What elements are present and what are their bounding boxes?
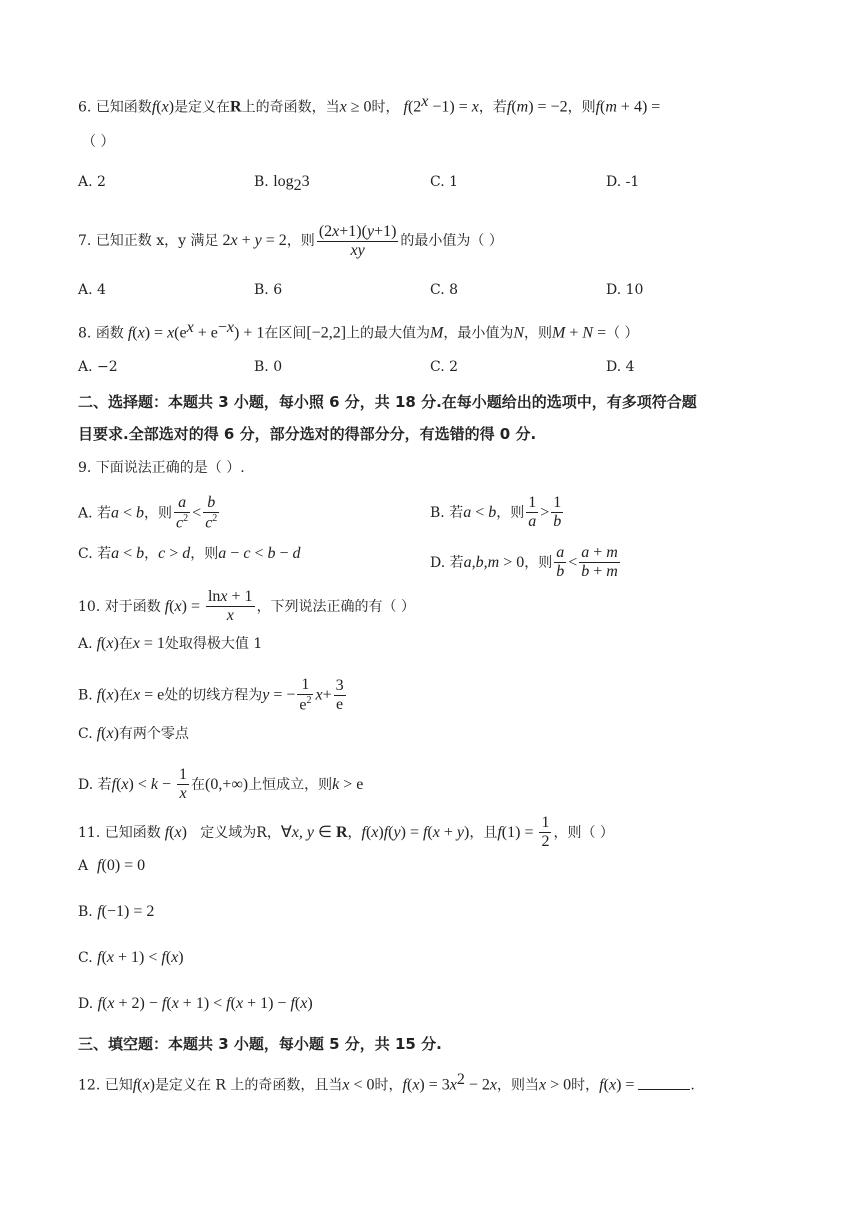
q10-text-1: 对于函数: [104, 598, 161, 615]
q11-number: 11.: [78, 824, 101, 841]
q7-stem: 7. 已知正数 x，y 满足 2x + y = 2，则 $\frac{(2x+1)(y+1)}{xy}$ 的最小值为（ ）: [78, 223, 503, 260]
q10-option-d-frac: $\frac{1}{x}$: [179, 766, 188, 803]
q6-text-3: 上的奇函数，当: [241, 99, 340, 116]
q6-text-6: ，则: [567, 99, 596, 116]
q8-option-b: B. 0: [254, 359, 283, 375]
q10-number: 10.: [78, 598, 101, 615]
q9-option-c-text-2: ，则: [190, 546, 219, 562]
q11-text-1: 已知函数: [104, 824, 161, 841]
q9-option-b: B. 若a < b，则 $\frac{1}{a}$ > $\frac{1}{b}$: [430, 494, 562, 531]
q9-option-d-text: ，则: [524, 554, 553, 571]
q6-option-b-log: log: [273, 173, 294, 190]
q8-text-1: 函数: [95, 325, 124, 342]
q7-option-b: B. 6: [254, 282, 283, 298]
q10-option-d-label: D. 若: [78, 776, 112, 793]
q9-option-d: D. 若a,b,m > 0，则 $\frac{a}{b}$ < $\frac{a + m}{b + m}$: [430, 544, 618, 581]
q8-math-M: M: [430, 324, 444, 342]
q6-text-5: ，若: [478, 99, 507, 116]
q7-option-d: D. 10: [606, 282, 644, 298]
q12-text-5: 时，: [571, 1077, 600, 1094]
q10-option-c: C. f(x)有两个零点: [78, 725, 189, 742]
q11-option-b-label: B.: [78, 904, 93, 920]
q11-text-3: ，: [347, 824, 362, 841]
q8-stem: 8. 函数 $f(x) = x(e^x + e^{-x}) + 1$在区间[−2,2]上的最大值为M，最小值为N，则M + N =（ ）: [78, 319, 639, 342]
q6-math-eq: f: [399, 98, 408, 116]
q8-option-a: A. −2: [78, 359, 118, 375]
q9-stem: [78, 458, 245, 478]
q6-text-1: 已知函数: [95, 99, 152, 116]
q9-number: 9.: [78, 460, 92, 476]
q10-option-b-text-2: 处的切线方程为: [164, 687, 263, 704]
section2-heading-line1: 二、选择题：本题共 3 小题，每小照 6 分，共 18 分.在每小题给出的选项中，有多项符合题: [78, 393, 697, 411]
q6-option-b-base: 2: [293, 176, 302, 194]
q8-math-sum: M: [552, 324, 566, 342]
q9-option-c: C. 若a < b，c > d，则a − c < b − d: [78, 545, 301, 562]
q8-math-N: N: [513, 324, 525, 342]
q11-stem: 11. 已知函数 f(x) 定义域为R，∀x, y ∈ R，f(x)f(y) = f(x + y)，且f(1) = $\frac{1}{2}$ ，则（ ）: [78, 814, 614, 851]
q6-option-b-label: B.: [254, 174, 269, 190]
q10-option-a-label: A.: [78, 636, 93, 652]
q7-math-cond: 2: [218, 231, 231, 249]
q10-option-a-text-1: 在: [118, 636, 133, 652]
q9-text: 下面说法正确的是（ ）.: [95, 460, 245, 476]
q12-text-1: 已知: [104, 1077, 133, 1094]
section2-heading-line2: 目要求.全部选对的得 6 分，部分选对的得部分分，有选错的得 0 分.: [78, 425, 537, 443]
q11-fraction: $\frac{1}{2}$: [541, 814, 550, 851]
q9-option-b-label: B. 若: [430, 504, 464, 521]
q7-text-3: 的最小值为（ ）: [400, 232, 503, 249]
q7-text-1: 已知正数 x，y 满足: [95, 232, 219, 249]
q6-option-c: C. 1: [430, 174, 459, 190]
q11-text-2: 定义域为R，: [200, 824, 281, 841]
q11-option-a: A f(0) = 0: [78, 857, 146, 874]
q9-option-a: A. 若a < b，则 $\frac{a}{c^2}$ < $\frac{b}{c^2}$: [78, 494, 218, 532]
q10-option-d: D. 若f(x) < k − $\frac{1}{x}$ 在(0,+∞)上恒成立，则k > e: [78, 766, 364, 803]
q12-stem: 12. 已知f(x)是定义在 R 上的奇函数，且当x < 0时，$f(x) = 3x^2 - 2x$，则当x > 0时，f(x) = .: [78, 1071, 695, 1094]
q6-option-d: D. -1: [606, 174, 640, 190]
q9-option-a-frac-left: $\frac{a}{c^2}$: [176, 494, 189, 532]
q7-number: 7.: [78, 232, 92, 249]
q9-option-d-frac-right: $\frac{a + m}{b + m}$: [581, 544, 618, 581]
q9-option-a-label: A. 若: [78, 505, 112, 522]
q6-math-fx: f: [151, 98, 157, 116]
q8-math-interval: [−2,2]: [306, 324, 347, 342]
section3-heading: 三、填空题：本题共 3 小题，每小题 5 分，共 15 分.: [78, 1035, 442, 1053]
q12-number: 12.: [78, 1077, 101, 1094]
q6-paren: （ ）: [82, 134, 115, 150]
q10-option-b-text-1: 在: [118, 687, 133, 704]
q10-option-b-frac-2: $\frac{3}{e}$: [335, 676, 344, 714]
q9-option-d-frac-left: $\frac{a}{b}$: [556, 544, 565, 581]
q6-stem: 6. 已知函数f(x)是定义在R上的奇函数，当x ≥ 0时， $f(2^x -1) = x$，若f(m) = −2，则f(m + 4) =: [78, 93, 661, 116]
q6-math-R: R: [230, 98, 242, 116]
q7-option-c: C. 8: [430, 282, 459, 298]
q12-answer-blank[interactable]: [638, 1075, 690, 1090]
q8-option-c: C. 2: [430, 359, 459, 375]
q8-text-6: （ ）: [606, 325, 639, 342]
q9-option-b-frac-right: $\frac{1}{b}$: [553, 494, 562, 531]
q6-text-4: 时，: [371, 99, 400, 116]
q10-option-a-text-2: 处取得极大值 1: [164, 636, 263, 652]
q12-text-3: 时，: [374, 1077, 403, 1094]
q10-stem: 10. 对于函数 f(x) = $\frac{\ln x + 1}{x}$ ，下列说法正确的有（ ）: [78, 588, 416, 625]
q6-math-fm: f: [506, 98, 512, 116]
q7-fraction: $\frac{(2x+1)(y+1)}{xy}$: [318, 223, 397, 260]
q9-option-b-text: ，则: [496, 504, 525, 521]
q6-option-b-arg: 3: [301, 173, 310, 190]
q10-option-c-text: 有两个零点: [118, 726, 189, 742]
q10-option-c-label: C.: [78, 726, 93, 742]
q10-option-a: A. f(x)在x = 1处取得极大值 1: [78, 635, 263, 652]
q11-option-d-label: D.: [78, 996, 94, 1012]
q11-option-c: C. f(x + 1) < f(x): [78, 949, 184, 966]
q6-number: 6.: [78, 99, 92, 116]
q9-option-b-frac-left: $\frac{1}{a}$: [528, 494, 537, 531]
q11-text-4: ，且: [469, 824, 498, 841]
q7-option-a: A. 4: [78, 282, 106, 298]
q10-option-d-text-2: 上恒成立，则: [248, 776, 333, 793]
q8-text-3: 上的最大值为: [346, 325, 431, 342]
q8-text-5: ，则: [524, 325, 553, 342]
q10-option-b-label: B.: [78, 687, 93, 704]
q11-option-c-label: C.: [78, 950, 93, 966]
q12-end: .: [690, 1077, 695, 1094]
q7-text-2: ，则: [286, 232, 315, 249]
q8-math-func: f: [123, 324, 133, 342]
q9-option-a-text: ，则: [144, 505, 173, 522]
q11-option-d: D. f(x + 2) − f(x + 1) < f(x + 1) − f(x): [78, 995, 313, 1012]
q6-option-a: A. 2: [78, 174, 106, 190]
q6-option-b: [254, 172, 310, 196]
q12-text-4: ，则当: [497, 1077, 540, 1094]
q6-math-cond: x: [339, 98, 347, 116]
q9-option-c-text-1: ，: [144, 546, 159, 562]
q6-math-target: f: [595, 98, 601, 116]
q12-text-2: 是定义在 R 上的奇函数，且当: [154, 1077, 343, 1094]
q10-math-func: f: [160, 597, 170, 615]
q6-text-2: 是定义在: [174, 99, 231, 116]
q9-option-d-label: D. 若: [430, 554, 464, 571]
q8-number: 8.: [78, 325, 92, 342]
q10-option-d-text-1: 在: [191, 776, 206, 793]
q9-option-c-label: C. 若: [78, 546, 112, 562]
q8-option-d: D. 4: [606, 359, 635, 375]
q10-text-2: ，下列说法正确的有（ ）: [256, 598, 416, 615]
q8-text-4: ，最小值为: [443, 325, 514, 342]
q9-option-a-frac-right: $\frac{b}{c^2}$: [205, 494, 218, 532]
q11-option-b: B. f(−1) = 2: [78, 903, 155, 920]
q11-text-5b: ，则（ ）: [553, 824, 614, 841]
q10-option-b-frac-1: $\frac{1}{e^2}$: [299, 676, 312, 714]
q11-option-a-label: A: [78, 858, 89, 874]
q10-fraction: $\frac{\ln x + 1}{x}$: [207, 588, 253, 625]
q10-option-b: B. f(x)在x = e处的切线方程为y = − $\frac{1}{e^2}$ x+ $\frac{3}{e}$: [78, 676, 344, 714]
q8-text-2: 在区间: [264, 325, 307, 342]
